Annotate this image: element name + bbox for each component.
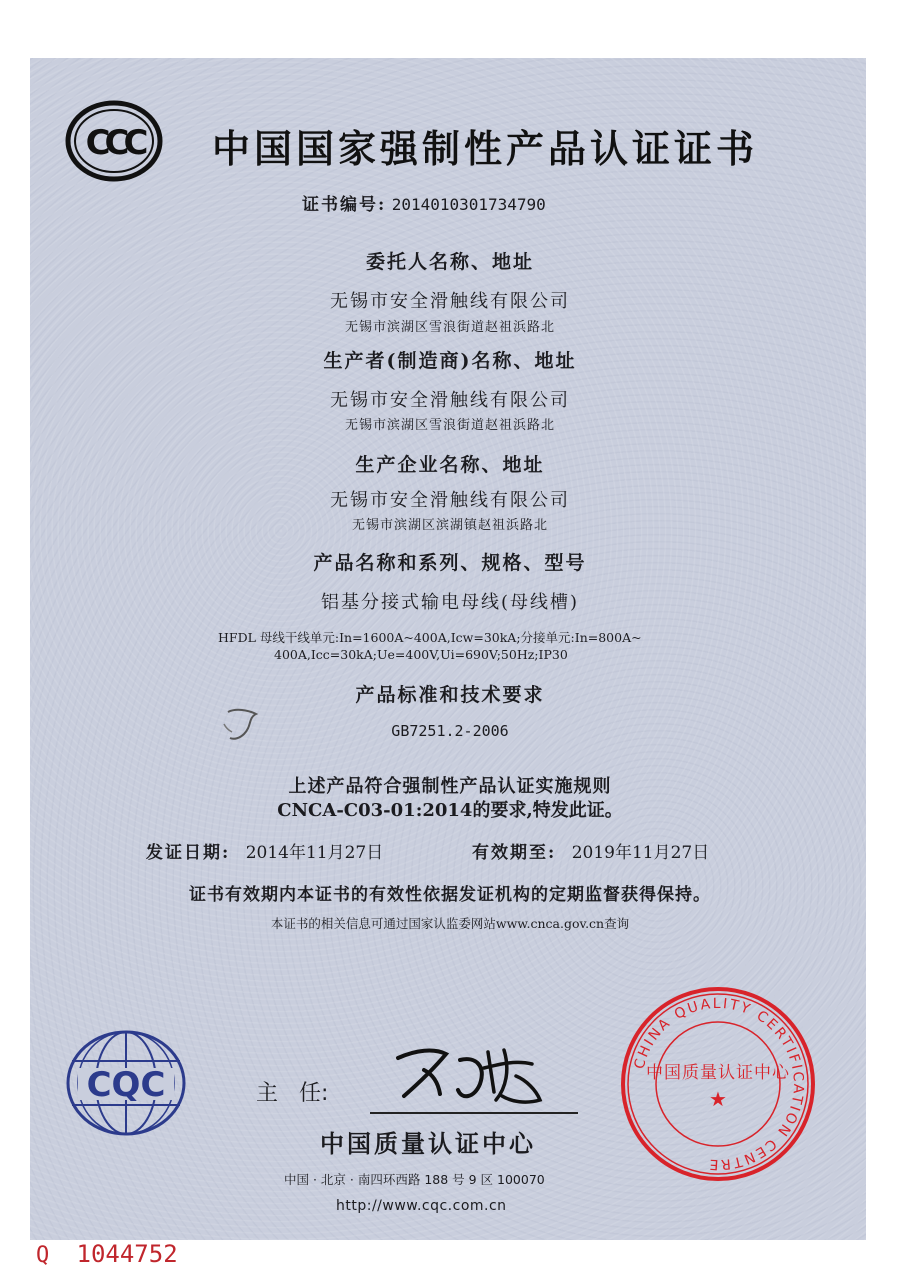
director-label: 主 任: — [256, 1081, 329, 1106]
standard-heading: 产品标准和技术要求 — [355, 684, 545, 706]
director-signature-icon — [376, 1030, 566, 1112]
statement-line-2: CNCA-C03-01:2014的要求,特发此证。 — [277, 800, 623, 821]
manufacturer-address: 无锡市滨湖区雪浪街道赵祖浜路北 — [344, 418, 555, 433]
serial-number-row — [36, 1240, 178, 1268]
seal-outer-text: CHINA QUALITY CERTIFICATION CENTRE — [631, 995, 807, 1173]
ccc-logo-text: CCC — [85, 123, 143, 163]
client-heading: 委托人名称、地址 — [365, 251, 534, 273]
product-name: 铝基分接式输电母线(母线槽) — [320, 592, 580, 613]
cert-number-row — [302, 190, 546, 215]
official-seal-icon — [620, 986, 816, 1182]
valid-until-label: 有效期至: — [472, 843, 557, 863]
product-spec-line-2: 400A,Icc=30kA;Ue=400V,Ui=690V;50Hz;IP30 — [274, 647, 568, 662]
issue-date-label: 发证日期: — [146, 843, 231, 863]
standard-code: GB7251.2-2006 — [391, 722, 509, 740]
issue-date-row — [146, 838, 383, 863]
issuer-address: 中国 · 北京 · 南四环西路 188 号 9 区 100070 — [284, 1172, 545, 1187]
cqc-logo-text: CQC — [86, 1065, 166, 1105]
factory-name: 无锡市安全滑触线有限公司 — [330, 490, 570, 511]
issue-date: 2014年11月27日 — [245, 843, 384, 863]
validity-note: 证书有效期内本证书的有效性依据发证机构的定期监督获得保持。 — [189, 885, 711, 905]
client-name: 无锡市安全滑触线有限公司 — [330, 291, 570, 312]
ccc-logo-icon — [64, 100, 164, 182]
manufacturer-heading: 生产者(制造商)名称、地址 — [323, 350, 577, 372]
manufacturer-name: 无锡市安全滑触线有限公司 — [330, 390, 570, 411]
statement-line-1: 上述产品符合强制性产品认证实施规则 — [288, 776, 612, 797]
seal-star-icon: ★ — [709, 1087, 727, 1111]
product-spec-line-1: HFDL 母线干线单元:In=1600A~400A,Icw=30kA;分接单元:In=800A~ — [218, 630, 642, 645]
factory-address: 无锡市滨湖区滨湖镇赵祖浜路北 — [351, 518, 548, 533]
issuer-url: http://www.cqc.com.cn — [336, 1198, 507, 1214]
signature-line — [370, 1112, 578, 1114]
valid-until-date: 2019年11月27日 — [571, 843, 710, 863]
product-heading: 产品名称和系列、规格、型号 — [313, 552, 587, 574]
cert-number-label: 证书编号: — [302, 195, 387, 215]
serial-prefix: Q — [36, 1243, 50, 1268]
query-note: 本证书的相关信息可通过国家认监委网站www.cnca.gov.cn查询 — [270, 916, 630, 931]
issuer-name: 中国质量认证中心 — [320, 1130, 536, 1158]
valid-until-row — [472, 838, 709, 863]
cqc-logo-icon — [64, 1028, 188, 1138]
seal-inner-text: 中国质量认证中心 — [646, 1063, 790, 1083]
client-address: 无锡市滨湖区雪浪街道赵祖浜路北 — [344, 320, 555, 335]
factory-heading: 生产企业名称、地址 — [355, 454, 545, 476]
serial-number: 1044752 — [76, 1240, 178, 1268]
cert-number: 2014010301734790 — [391, 195, 546, 214]
page-title: 中国国家强制性产品认证证书 — [212, 127, 759, 171]
